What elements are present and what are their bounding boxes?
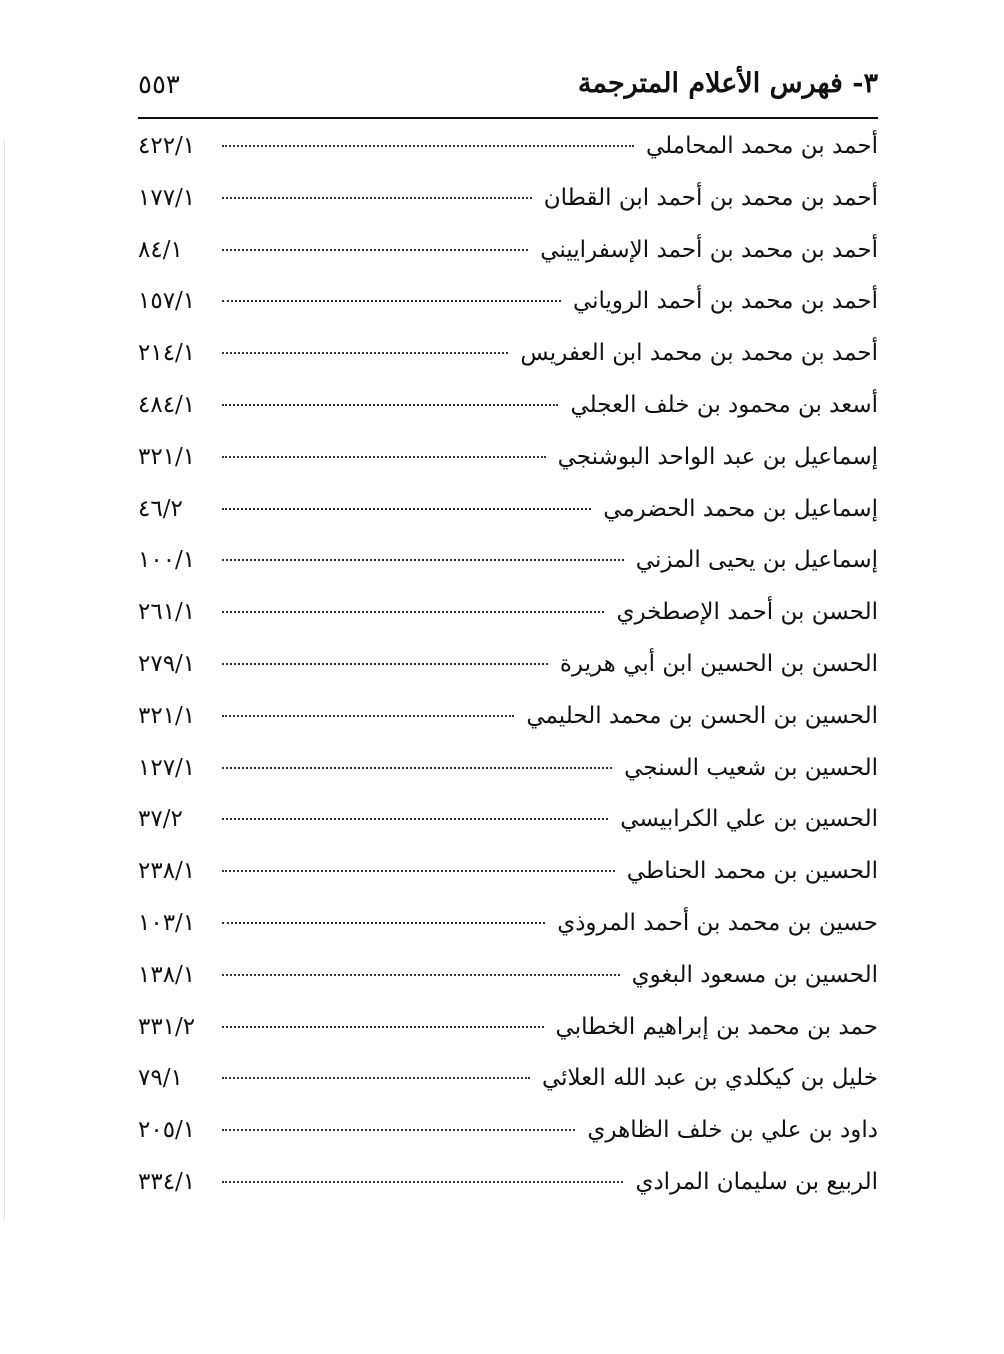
header-rule: [138, 117, 878, 119]
entry-reference: ٤٦/٢: [138, 495, 183, 522]
index-entry: [138, 651, 878, 703]
entry-name: أحمد بن محمد بن أحمد ابن القطان: [543, 184, 878, 211]
index-entry: [138, 1014, 878, 1066]
dot-leader: [222, 559, 624, 561]
entry-reference: ٨٤/١: [138, 236, 183, 263]
index-entry: [138, 599, 878, 651]
entry-reference: ١٢٧/١: [138, 754, 196, 781]
dot-leader: [222, 300, 561, 302]
dot-leader: [222, 1181, 623, 1183]
entry-name: أسعد بن محمود بن خلف العجلي: [570, 391, 878, 418]
index-entry: [138, 910, 878, 962]
entry-reference: ٢٣٨/١: [138, 858, 196, 885]
index-entry: [138, 288, 878, 340]
entry-name: الحسين بن الحسن بن محمد الحليمي: [526, 702, 878, 729]
entry-reference: ٣٣٤/١: [138, 1168, 196, 1195]
scan-margin-line: [4, 140, 5, 1220]
entry-name: أحمد بن محمد بن أحمد الروياني: [572, 288, 878, 315]
index-entry: [138, 237, 878, 289]
entry-name: الحسين بن مسعود البغوي: [631, 961, 878, 988]
entry-reference: ١٧٧/١: [138, 184, 196, 211]
index-entry: [138, 340, 878, 392]
entry-reference: ١٥٧/١: [138, 288, 196, 315]
index-entry: [138, 392, 878, 444]
entry-name: حسين بن محمد بن أحمد المروذي: [557, 909, 878, 936]
entry-name: الحسن بن أحمد الإصطخري: [616, 599, 878, 626]
index-entry: [138, 806, 878, 858]
entry-reference: ٢٧٩/١: [138, 650, 196, 677]
entry-reference: ٣٢١/١: [138, 702, 196, 729]
dot-leader: [222, 404, 558, 406]
entry-name: حمد بن محمد بن إبراهيم الخطابي: [555, 1013, 878, 1040]
entry-name: أحمد بن محمد بن أحمد الإسفراييني: [540, 236, 878, 263]
entry-reference: ٣٧/٢: [138, 806, 183, 833]
entry-reference: ٢٠٥/١: [138, 1117, 196, 1144]
entry-reference: ٤٢٢/١: [138, 133, 196, 159]
entry-reference: ٧٩/١: [138, 1065, 183, 1092]
page-number: ٥٥٣: [138, 70, 180, 100]
dot-leader: [222, 922, 545, 924]
page-header: [138, 62, 878, 114]
index-entry: [138, 547, 878, 599]
index-entry: [138, 755, 878, 807]
entry-reference: ٣٣١/٢: [138, 1013, 196, 1040]
index-entry: [138, 1117, 878, 1169]
entry-reference: ١٣٨/١: [138, 961, 196, 988]
index-entry: [138, 185, 878, 237]
dot-leader: [222, 249, 528, 251]
section-title: ٣- فهرس الأعلام المترجمة: [577, 68, 878, 99]
entry-name: إسماعيل بن يحيى المزني: [635, 547, 878, 574]
dot-leader: [222, 715, 514, 717]
dot-leader: [222, 1129, 575, 1131]
entry-name: أحمد بن محمد المحاملي: [645, 133, 878, 159]
index-entry: [138, 1169, 878, 1221]
dot-leader: [222, 818, 608, 820]
entry-reference: ٢٦١/١: [138, 599, 196, 626]
dot-leader: [222, 1077, 530, 1079]
entry-reference: ١٠٠/١: [138, 547, 196, 574]
entry-name: خليل بن كيكلدي بن عبد الله العلائي: [541, 1065, 878, 1092]
dot-leader: [222, 767, 612, 769]
dot-leader: [222, 197, 532, 199]
index-entry: [138, 703, 878, 755]
entry-reference: ٣٢١/١: [138, 443, 196, 470]
index-entry: [138, 133, 878, 185]
dot-leader: [222, 870, 615, 872]
entry-name: داود بن علي بن خلف الظاهري: [587, 1117, 878, 1144]
dot-leader: [222, 508, 591, 510]
entry-reference: ٤٨٤/١: [138, 391, 196, 418]
names-index-list: [138, 133, 878, 1221]
index-entry: [138, 962, 878, 1014]
entry-name: الحسين بن شعيب السنجي: [624, 754, 878, 781]
dot-leader: [222, 456, 546, 458]
entry-name: إسماعيل بن محمد الحضرمي: [603, 495, 878, 522]
index-entry: [138, 496, 878, 548]
entry-reference: ١٠٣/١: [138, 909, 196, 936]
entry-name: الحسين بن محمد الحناطي: [626, 858, 878, 885]
index-entry: [138, 1065, 878, 1117]
dot-leader: [222, 352, 508, 354]
entry-reference: ٢١٤/١: [138, 340, 196, 367]
entry-name: أحمد بن محمد بن محمد ابن العفريس: [520, 340, 878, 367]
dot-leader: [222, 663, 548, 665]
entry-name: الربيع بن سليمان المرادي: [635, 1168, 878, 1195]
index-entry: [138, 858, 878, 910]
dot-leader: [222, 611, 604, 613]
entry-name: الحسن بن الحسين ابن أبي هريرة: [559, 650, 878, 677]
entry-name: إسماعيل بن عبد الواحد البوشنجي: [557, 443, 878, 470]
entry-name: الحسين بن علي الكرابيسي: [620, 806, 878, 833]
dot-leader: [222, 145, 634, 147]
index-entry: [138, 444, 878, 496]
dot-leader: [222, 1026, 544, 1028]
dot-leader: [222, 974, 620, 976]
